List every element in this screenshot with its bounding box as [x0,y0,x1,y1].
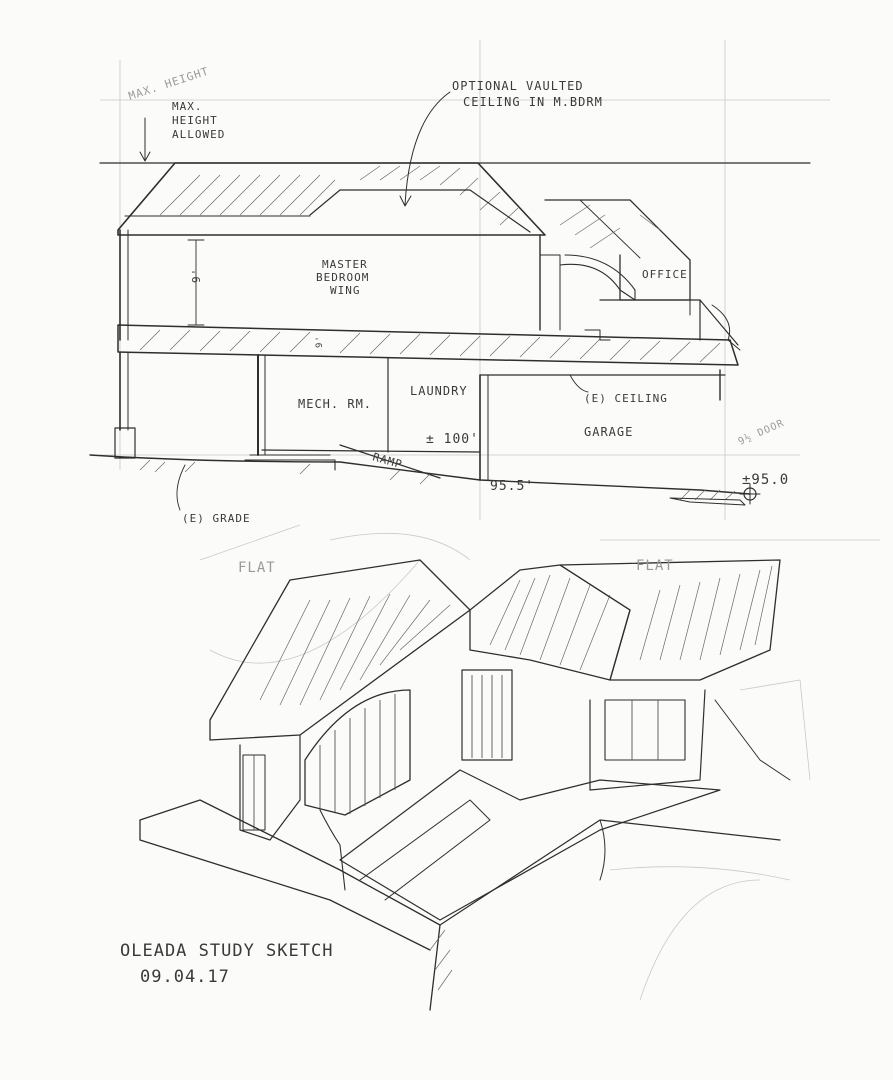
sketch-title: OLEADA STUDY SKETCH [120,941,334,961]
elevation-95-5-label: 95.5' [490,479,535,494]
floor-slab [118,325,738,365]
max-height-allowed-label-2: HEIGHT [172,114,218,127]
optional-vaulted-label-1: OPTIONAL VAULTED [452,79,584,93]
center-roof [470,565,630,680]
optional-vaulted-label-2: CEILING IN M.BDRM [463,95,603,109]
dimension-9ft-lower: 9' [315,335,325,348]
max-height-allowed-label-3: ALLOWED [172,128,226,141]
garage-label: GARAGE [584,425,634,439]
mech-room-label: MECH. RM. [298,397,373,411]
max-height-faint-label: MAX. HEIGHT [126,64,211,103]
office-wing [545,200,690,300]
grade-line [90,455,750,494]
office-label: OFFICE [642,268,688,281]
flat-left-label: FLAT [238,560,276,576]
elevation-100-label: ± 100' [426,432,479,447]
master-bedroom-label-1: MASTER [322,258,368,271]
sketch-date: 09.04.17 [140,967,230,987]
elevation-95-0-label: ±95.0 [742,472,790,488]
arched-window [305,690,410,815]
master-bedroom-label-3: WING [330,284,361,297]
laundry-label: LAUNDRY [410,384,468,398]
right-roof [560,560,780,680]
door-note-label: 9½ DOOR [736,417,787,448]
max-height-allowed-label-1: MAX. [172,100,203,113]
dimension-9ft-upper: 9' [190,267,203,283]
door [462,670,512,760]
main-roof [118,163,545,235]
existing-ceiling-label: (E) CEILING [584,392,668,405]
right-window [605,700,685,760]
ramp-label: RAMP [371,450,405,472]
master-bedroom-label-2: BEDROOM [316,271,370,284]
flat-right-label: FLAT [636,558,674,574]
left-roof [210,560,470,740]
patio [340,770,720,920]
perspective-sketch [140,525,880,1010]
existing-grade-label: (E) GRADE [182,512,251,525]
